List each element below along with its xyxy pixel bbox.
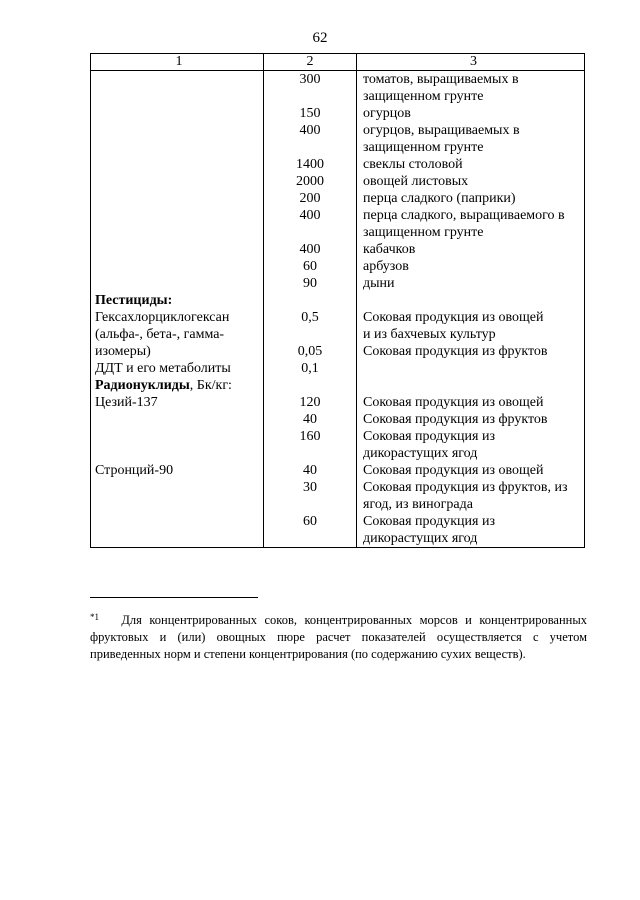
cell-norm-value: 400 bbox=[264, 241, 357, 258]
cell-indicator bbox=[91, 122, 264, 139]
cell-indicator bbox=[91, 71, 264, 89]
cell-norm-value bbox=[264, 496, 357, 513]
table-row bbox=[91, 275, 585, 292]
cell-product: Соковая продукция из bbox=[357, 513, 585, 530]
cell-norm-value: 60 bbox=[264, 258, 357, 275]
cell-norm-value bbox=[264, 292, 357, 309]
table-row bbox=[91, 360, 585, 377]
cell-indicator bbox=[91, 343, 264, 360]
table-header-row bbox=[91, 54, 585, 71]
cell-norm-value: 40 bbox=[264, 462, 357, 479]
cell-norm-value: 30 bbox=[264, 479, 357, 496]
cell-norm-value: 40 bbox=[264, 411, 357, 428]
indicator-label: Стронций-90 bbox=[95, 463, 174, 478]
table-row bbox=[91, 105, 585, 122]
cell-product: защищенном грунте bbox=[357, 139, 585, 156]
column-header-2: 2 bbox=[264, 54, 357, 71]
cell-indicator bbox=[91, 105, 264, 122]
cell-norm-value bbox=[264, 530, 357, 548]
cell-product: Соковая продукция из фруктов bbox=[357, 411, 585, 428]
cell-indicator bbox=[91, 173, 264, 190]
cell-indicator bbox=[91, 428, 264, 445]
cell-indicator bbox=[91, 309, 264, 326]
cell-norm-value bbox=[264, 377, 357, 394]
table-row bbox=[91, 445, 585, 462]
footnote-separator bbox=[90, 597, 258, 598]
table-row bbox=[91, 462, 585, 479]
cell-indicator bbox=[91, 275, 264, 292]
cell-indicator bbox=[91, 292, 264, 309]
cell-indicator bbox=[91, 241, 264, 258]
cell-product: Соковая продукция из овощей bbox=[357, 309, 585, 326]
table-row bbox=[91, 190, 585, 207]
cell-indicator bbox=[91, 360, 264, 377]
cell-indicator bbox=[91, 479, 264, 496]
column-header-3: 3 bbox=[357, 54, 585, 71]
cell-norm-value: 200 bbox=[264, 190, 357, 207]
table-row bbox=[91, 309, 585, 326]
cell-product: дикорастущих ягод bbox=[357, 445, 585, 462]
footnote bbox=[90, 612, 587, 663]
cell-indicator bbox=[91, 496, 264, 513]
cell-norm-value bbox=[264, 88, 357, 105]
cell-product: ягод, из винограда bbox=[357, 496, 585, 513]
cell-product: томатов, выращиваемых в bbox=[357, 71, 585, 89]
cell-product: дыни bbox=[357, 275, 585, 292]
table-row bbox=[91, 241, 585, 258]
cell-indicator bbox=[91, 258, 264, 275]
cell-norm-value: 160 bbox=[264, 428, 357, 445]
table-row bbox=[91, 292, 585, 309]
table-row bbox=[91, 343, 585, 360]
page-number: 62 bbox=[312, 30, 328, 46]
indicator-label: Гексахлорциклогексан bbox=[95, 310, 230, 325]
cell-product: арбузов bbox=[357, 258, 585, 275]
indicator-label: (альфа-, бета-, гамма- bbox=[95, 327, 225, 342]
table-row bbox=[91, 513, 585, 530]
cell-product: огурцов bbox=[357, 105, 585, 122]
cell-indicator bbox=[91, 377, 264, 394]
cell-norm-value bbox=[264, 326, 357, 343]
cell-indicator bbox=[91, 190, 264, 207]
cell-indicator bbox=[91, 411, 264, 428]
indicator-label: изомеры) bbox=[95, 344, 151, 359]
cell-indicator bbox=[91, 156, 264, 173]
cell-product: Соковая продукция из овощей bbox=[357, 394, 585, 411]
table-row bbox=[91, 530, 585, 548]
cell-product: Соковая продукция из овощей bbox=[357, 462, 585, 479]
table-row bbox=[91, 326, 585, 343]
footnote-marker: *1 bbox=[90, 612, 99, 622]
footnote-line: приведенных норм и степени концентрирования (по содержанию сухих веществ). bbox=[90, 647, 526, 661]
column-header-1: 1 bbox=[91, 54, 264, 71]
cell-product: защищенном грунте bbox=[357, 88, 585, 105]
cell-product: Соковая продукция из фруктов bbox=[357, 343, 585, 360]
cell-norm-value: 1400 bbox=[264, 156, 357, 173]
cell-indicator bbox=[91, 445, 264, 462]
cell-indicator bbox=[91, 394, 264, 411]
cell-norm-value: 150 bbox=[264, 105, 357, 122]
table-row bbox=[91, 428, 585, 445]
cell-indicator bbox=[91, 462, 264, 479]
cell-norm-value: 0,05 bbox=[264, 343, 357, 360]
cell-product bbox=[357, 360, 585, 377]
table-row bbox=[91, 411, 585, 428]
cell-indicator bbox=[91, 207, 264, 224]
table-row bbox=[91, 207, 585, 224]
cell-norm-value: 90 bbox=[264, 275, 357, 292]
table-row bbox=[91, 258, 585, 275]
cell-norm-value: 0,1 bbox=[264, 360, 357, 377]
cell-product: Соковая продукция из bbox=[357, 428, 585, 445]
cell-norm-value: 120 bbox=[264, 394, 357, 411]
cell-indicator bbox=[91, 88, 264, 105]
cell-product bbox=[357, 377, 585, 394]
cell-indicator bbox=[91, 513, 264, 530]
indicator-label: Пестициды: bbox=[95, 293, 173, 308]
cell-norm-value bbox=[264, 224, 357, 241]
indicator-label: Радионуклиды bbox=[95, 378, 190, 393]
cell-product: кабачков bbox=[357, 241, 585, 258]
cell-indicator bbox=[91, 530, 264, 548]
indicator-label: ДДТ и его метаболиты bbox=[95, 361, 231, 376]
cell-product: и из бахчевых культур bbox=[357, 326, 585, 343]
cell-product: огурцов, выращиваемых в bbox=[357, 122, 585, 139]
table-row bbox=[91, 394, 585, 411]
cell-product: свеклы столовой bbox=[357, 156, 585, 173]
footnote-text: Для концентрированных соков, концентрированных морсов и концентрированных bbox=[121, 613, 588, 627]
cell-norm-value: 400 bbox=[264, 207, 357, 224]
table-row bbox=[91, 224, 585, 241]
table-body bbox=[91, 71, 585, 548]
cell-norm-value: 300 bbox=[264, 71, 357, 89]
cell-norm-value: 60 bbox=[264, 513, 357, 530]
table-row bbox=[91, 139, 585, 156]
indicator-label: Цезий-137 bbox=[95, 395, 158, 410]
cell-product: Соковая продукция из фруктов, из bbox=[357, 479, 585, 496]
cell-indicator bbox=[91, 326, 264, 343]
cell-norm-value: 0,5 bbox=[264, 309, 357, 326]
cell-norm-value bbox=[264, 445, 357, 462]
cell-product: дикорастущих ягод bbox=[357, 530, 585, 548]
cell-product: перца сладкого (паприки) bbox=[357, 190, 585, 207]
cell-product: перца сладкого, выращиваемого в bbox=[357, 207, 585, 224]
cell-norm-value: 400 bbox=[264, 122, 357, 139]
table-row bbox=[91, 156, 585, 173]
footnote-line: фруктовых и (или) овощных пюре расчет показателей осуществляется с учетом bbox=[90, 630, 587, 644]
table-row bbox=[91, 377, 585, 394]
table-row bbox=[91, 496, 585, 513]
cell-norm-value: 2000 bbox=[264, 173, 357, 190]
table-row bbox=[91, 479, 585, 496]
cell-product: защищенном грунте bbox=[357, 224, 585, 241]
table-row bbox=[91, 122, 585, 139]
indicator-unit: , Бк/кг: bbox=[189, 378, 232, 393]
table-row bbox=[91, 173, 585, 190]
table-row bbox=[91, 88, 585, 105]
cell-indicator bbox=[91, 224, 264, 241]
norms-table bbox=[90, 53, 585, 548]
cell-product bbox=[357, 292, 585, 309]
table-row bbox=[91, 71, 585, 89]
cell-product: овощей листовых bbox=[357, 173, 585, 190]
cell-norm-value bbox=[264, 139, 357, 156]
cell-indicator bbox=[91, 139, 264, 156]
footnote-line bbox=[90, 612, 587, 629]
